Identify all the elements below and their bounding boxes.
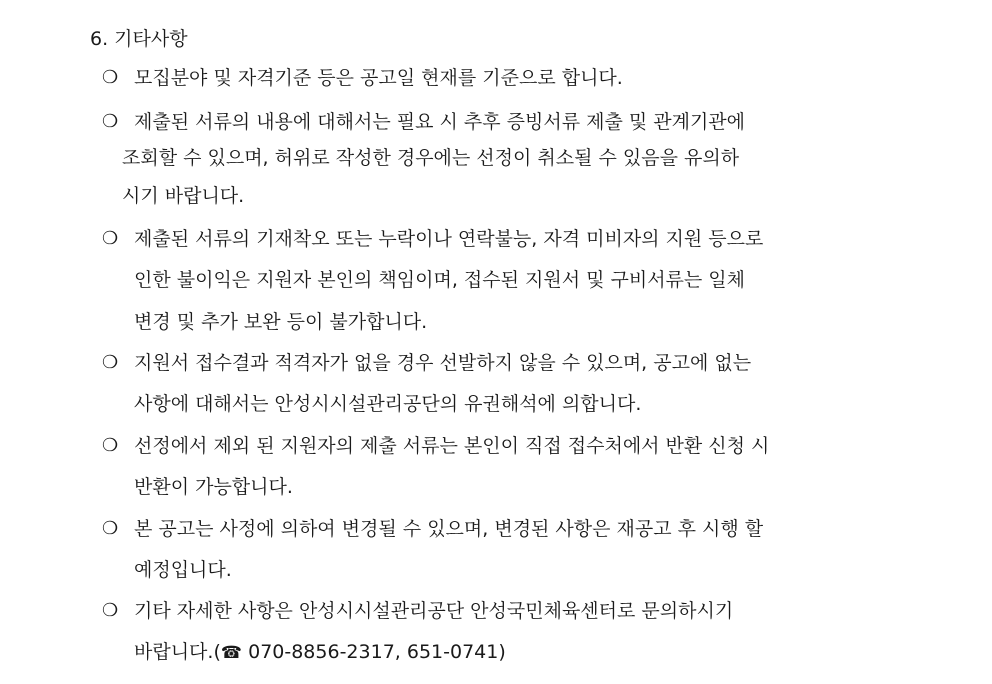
item-text-line: 지원서 접수결과 적격자가 없을 경우 선발하지 않을 수 있으며, 공고에 없는 [134, 352, 752, 374]
bullet-circle: ❍ [102, 600, 119, 621]
phone-icon: ☎ [220, 643, 243, 663]
bullet-circle: ❍ [102, 435, 119, 456]
item-text-line: 모집분야 및 자격기준 등은 공고일 현재를 기준으로 합니다. [134, 67, 623, 89]
bullet-circle: ❍ [102, 67, 119, 88]
item-text-line: 제출된 서류의 내용에 대해서는 필요 시 추후 증빙서류 제출 및 관계기관에 [134, 111, 746, 133]
item-text-line: 사항에 대해서는 안성시시설관리공단의 유권해석에 의합니다. [134, 393, 642, 415]
bullet-circle: ❍ [102, 111, 119, 132]
bullet-circle: ❍ [102, 352, 119, 373]
item-text-line: 본 공고는 사정에 의하여 변경될 수 있으며, 변경된 사항은 재공고 후 시행 할 [134, 518, 764, 540]
bullet-circle: ❍ [102, 228, 119, 249]
item-text-line: 예정입니다. [134, 559, 232, 581]
contact-prefix: 바랍니다.( [134, 641, 221, 663]
item-text-line: 변경 및 추가 보완 등이 불가합니다. [134, 311, 428, 333]
item-text-line: 기타 자세한 사항은 안성시시설관리공단 안성국민체육센터로 문의하시기 [134, 600, 734, 622]
item-text-line: 제출된 서류의 기재착오 또는 누락이나 연락불능, 자격 미비자의 지원 등으로 [134, 228, 764, 250]
contact-numbers: 070-8856-2317, 651-0741) [242, 641, 506, 663]
item-text-line: 인한 불이익은 지원자 본인의 책임이며, 접수된 지원서 및 구비서류는 일체 [134, 269, 746, 291]
bullet-circle: ❍ [102, 518, 119, 539]
item-text-line: 선정에서 제외 된 지원자의 제출 서류는 본인이 직접 접수처에서 반환 신청 시 [134, 435, 770, 457]
item-text-line: 시기 바랍니다. [122, 185, 245, 207]
item-text-line-contact [134, 638, 506, 667]
section-title: 6. 기타사항 [90, 28, 188, 50]
item-text-line: 조회할 수 있으며, 허위로 작성한 경우에는 선정이 취소될 수 있음을 유의하 [122, 147, 740, 169]
item-text-line: 반환이 가능합니다. [134, 476, 293, 498]
